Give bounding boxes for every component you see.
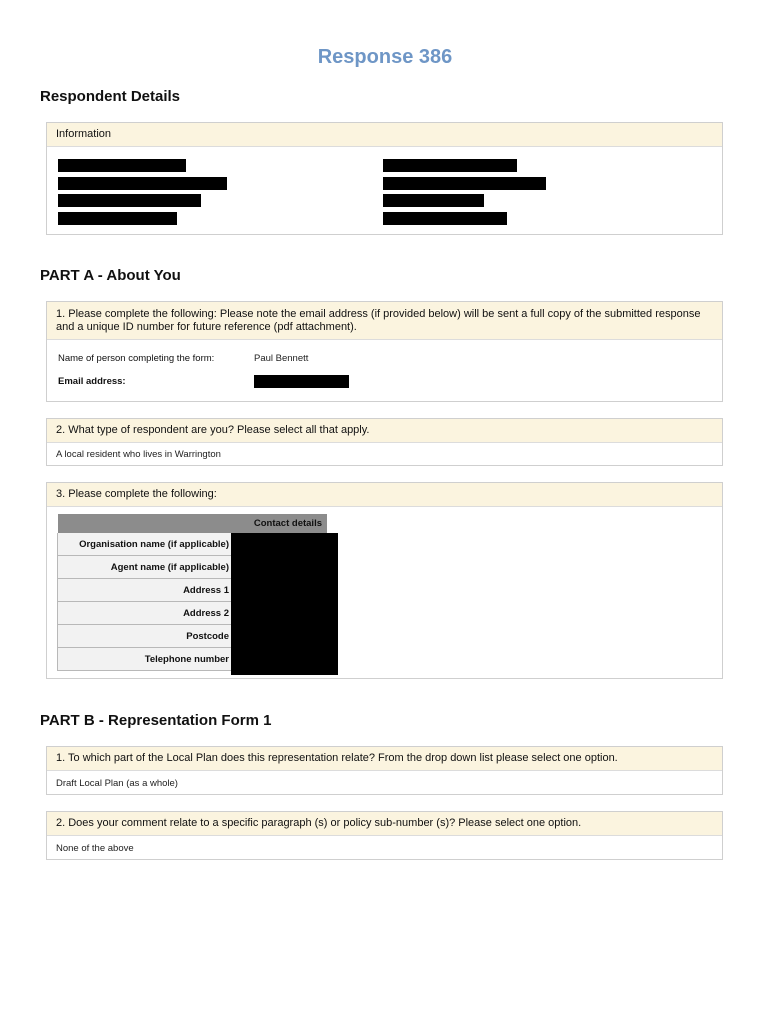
part-b-q1-answer: Draft Local Plan (as a whole) bbox=[56, 778, 178, 789]
row-label: Agent name (if applicable) bbox=[58, 556, 234, 579]
redacted-field bbox=[58, 159, 186, 172]
row-label: Telephone number bbox=[58, 648, 234, 671]
part-a-q1-box bbox=[46, 301, 723, 402]
row-label: Postcode bbox=[58, 625, 234, 648]
part-a-q3-box bbox=[46, 482, 723, 679]
respondent-information-box bbox=[46, 122, 723, 235]
redacted-contact-details bbox=[231, 533, 338, 675]
part-a-q2-question: 2. What type of respondent are you? Please select all that apply. bbox=[47, 419, 722, 443]
part-a-q2-answer: A local resident who lives in Warrington bbox=[56, 449, 221, 460]
redacted-email bbox=[254, 375, 349, 388]
name-label: Name of person completing the form: bbox=[58, 353, 215, 364]
information-header: Information bbox=[47, 123, 722, 147]
part-b-q2-question: 2. Does your comment relate to a specific paragraph (s) or policy sub-number (s)? Please select one option. bbox=[47, 812, 722, 836]
redacted-field bbox=[58, 194, 201, 207]
redacted-field bbox=[383, 194, 484, 207]
part-b-q2-answer: None of the above bbox=[56, 843, 134, 854]
respondent-details-heading: Respondent Details bbox=[40, 88, 181, 105]
part-a-q2-box bbox=[46, 418, 723, 466]
part-b-heading: PART B - Representation Form 1 bbox=[40, 712, 272, 729]
name-value: Paul Bennett bbox=[254, 353, 309, 364]
part-a-heading: PART A - About You bbox=[40, 267, 181, 284]
redacted-field bbox=[383, 177, 546, 190]
page-title: Response 386 bbox=[317, 46, 453, 68]
row-label: Address 1 bbox=[58, 579, 234, 602]
redacted-field bbox=[383, 212, 507, 225]
part-a-q3-question: 3. Please complete the following: bbox=[47, 483, 722, 507]
redacted-field bbox=[58, 212, 177, 225]
part-b-q1-question: 1. To which part of the Local Plan does this representation relate? From the drop down list please select one option. bbox=[47, 747, 722, 771]
row-label: Address 2 bbox=[58, 602, 234, 625]
contact-details-header: Contact details bbox=[233, 514, 327, 533]
email-label: Email address: bbox=[58, 376, 126, 387]
redacted-field bbox=[383, 159, 517, 172]
part-a-q1-question: 1. Please complete the following: Please note the email address (if provided below) will be sent a full copy of the submitted response and a unique ID number for future reference (pdf attachment). bbox=[47, 302, 722, 340]
redacted-field bbox=[58, 177, 227, 190]
part-b-q2-box bbox=[46, 811, 723, 860]
row-label: Organisation name (if applicable) bbox=[58, 533, 234, 556]
part-b-q1-box bbox=[46, 746, 723, 795]
